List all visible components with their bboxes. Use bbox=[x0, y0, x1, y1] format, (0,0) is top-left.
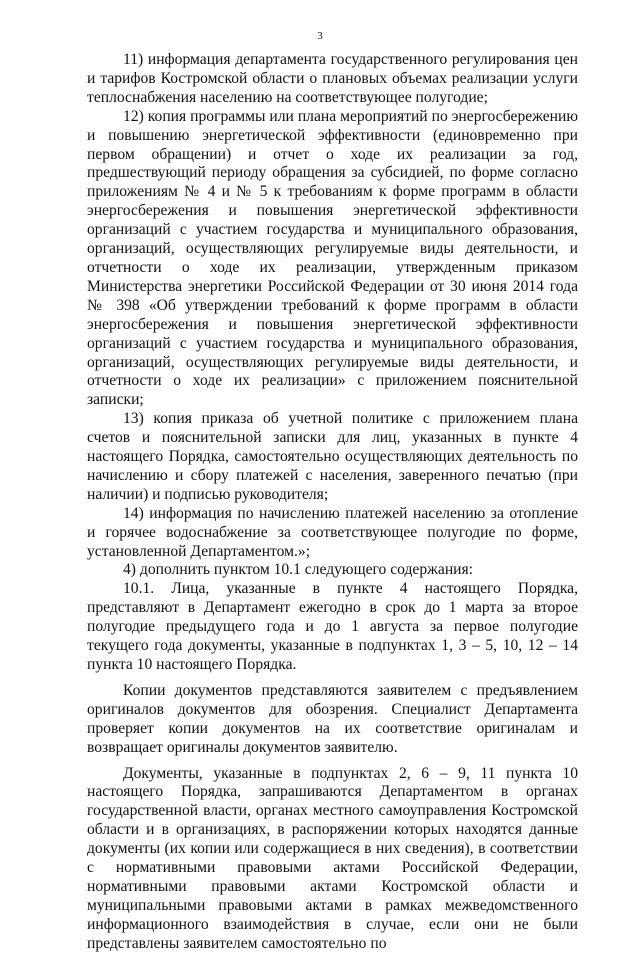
paragraph-item-11: 11) информация департамента государственного регулирования цен и тарифов Костромской области о плановых объемах реализации услуги теплоснабжения населению на соответствующее полугодие; bbox=[87, 51, 578, 106]
paragraph-clause-10-1: 10.1. Лица, указанные в пункте 4 настоящего Порядка, представляют в Департамент ежегодно в срок до 1 марта за второе полугодие предыдущего года и до 1 августа за первое полугодие текущего года документы, указанные в подпунктах 1, 3 – 5, 10, 12 – 14 пункта 10 настоящего Порядка. bbox=[87, 580, 578, 673]
page-number: 3 bbox=[317, 30, 323, 42]
paragraph-item-13: 13) копия приказа об учетной политике с приложением плана счетов и пояснительной записки для лиц, указанных в пункте 4 настоящего Порядка, самостоятельно осуществляющих деятельность по начислению и сбору платежей с населения, заверенного печатью (при наличии) и подписью руководителя; bbox=[87, 410, 578, 503]
paragraph-documents-requested: Документы, указанные в подпунктах 2, 6 – 9, 11 пункта 10 настоящего Порядка, запрашиваются Департаментом в органах государственной власти, органах местного самоуправления Костромской области и в организациях, в распоряжении которых находятся данные документы (их копии или содержащиеся в них сведения), в соответствии с нормативными правовыми актами Российской Федерации, нормативными правовыми актами Костромской области и муниципальными правовыми актами в рамках межведомственного информационного взаимодействия в случае, если они не были представлены заявителем самостоятельно по bbox=[87, 764, 578, 952]
paragraph-item-14: 14) информация по начислению платежей населению за отопление и горячее водоснабжение за соответствующее полугодие по форме, установленной Департаментом.»; bbox=[87, 504, 578, 560]
paragraph-item-12: 12) копия программы или плана мероприятий по энергосбережению и повышению энергетической эффективности (единовременно при первом обращении) и отчет о ходе их реализации за год, предшествующий периоду обращения за субсидией, по форме согласно приложениям № 4 и № 5 к требованиям к форме программ в области энергосбережения и повышения энергетической эффективности организаций с участием государства и муниципального образования, организаций, осуществляющих регулируемые виды деятельности, и отчетности о ходе их реализации, утвержденным приказом Министерства энергетики Российской Федерации от 30 июня 2014 года № 398 «Об утверждении требований к форме программ в области энергосбережения и повышения энергетической эффективности организаций с участием государства и муниципального образования, организаций, осуществляющих регулируемые виды деятельности, и отчетности о ходе их реализации» с приложением пояснительной записки; bbox=[87, 107, 578, 409]
document-body bbox=[87, 51, 578, 954]
paragraph-copies: Копии документов представляются заявителем с предъявлением оригиналов документов для обозрения. Специалист Департамента проверяет копии документов на их соответствие оригиналам и возвращает оригиналы документов заявителю. bbox=[87, 681, 578, 756]
paragraph-amendment-4: 4) дополнить пунктом 10.1 следующего содержания: bbox=[123, 561, 474, 579]
